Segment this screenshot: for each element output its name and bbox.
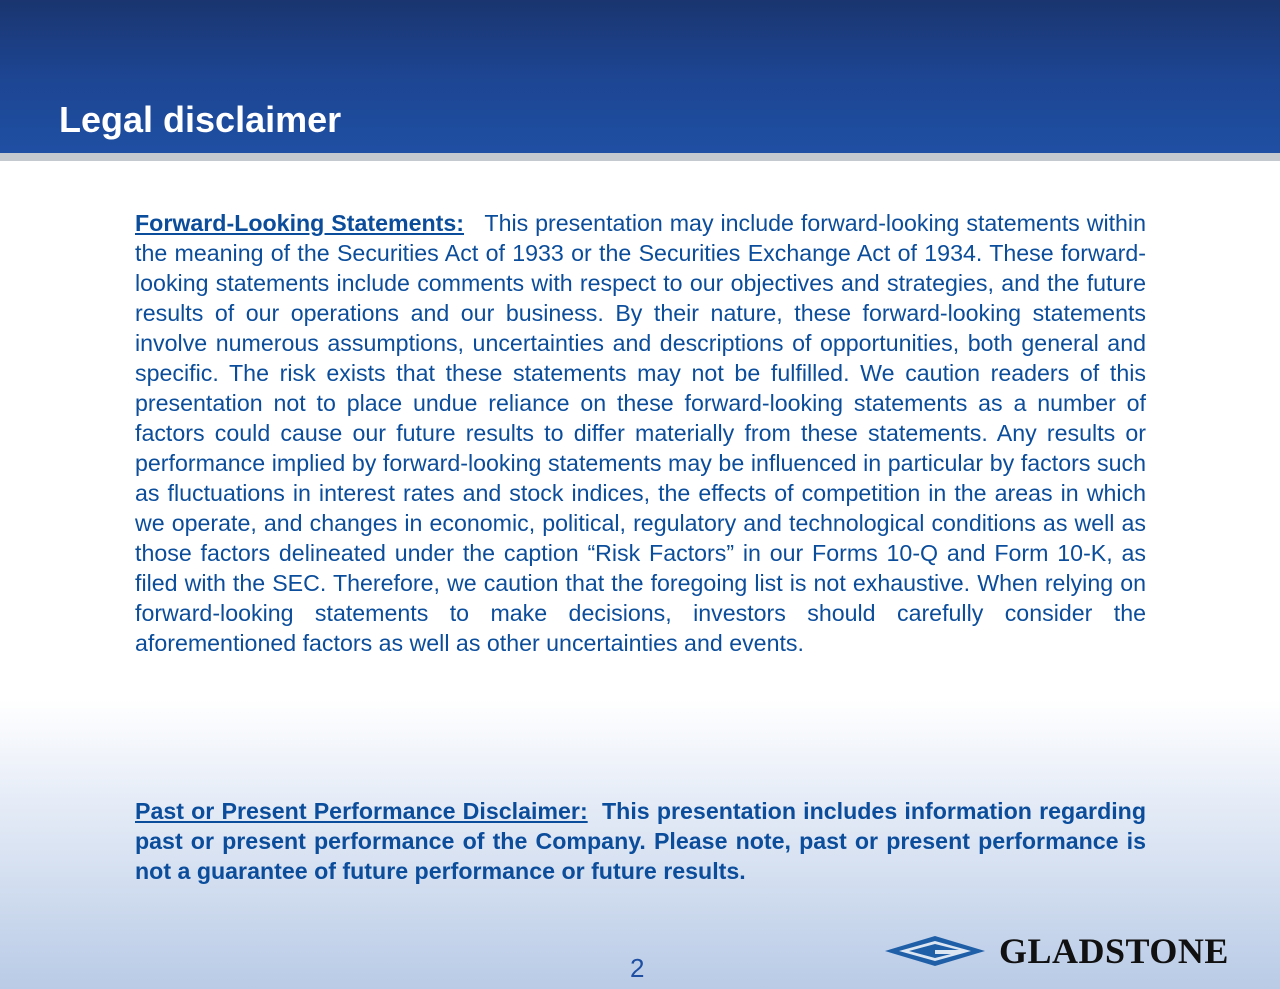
page-title: Legal disclaimer — [59, 99, 342, 140]
past-performance-body: This presentation includes information regarding past or present performance of the Company. Please note, past or present performance is not a guarantee of future performance or future results. — [135, 798, 1147, 884]
past-performance-paragraph — [135, 796, 1146, 886]
past-performance-heading: Past or Present Performance Disclaimer: — [135, 798, 588, 824]
forward-looking-paragraph — [135, 208, 1146, 658]
header-divider — [0, 153, 1280, 161]
gladstone-logo — [885, 930, 1229, 972]
gladstone-diamond-icon — [885, 934, 985, 968]
forward-looking-body: This presentation may include forward-looking statements within the meaning of the Securities Act of 1933 or the Securities Exchange Act of 1934. These forward-looking statements include comments with respect to our objectives and strategies, and the future results of our operations and our business. By their nature, these forward-looking statements involve numerous assumptions, uncertainties and descriptions of opportunities, both general and specific. The risk exists that these statements may not be fulfilled. We caution readers of this presentation not to place undue reliance on these forward-looking statements as a number of factors could cause our future results to differ materially from these statements. Any results or performance implied by forward-looking statements may be influenced in particular by factors such as fluctuations in interest rates and stock indices, the effects of competition in the areas in which we operate, and changes in economic, political, regulatory and technological conditions as well as those factors delineated under the caption “Risk Factors” in our Forms 10-Q and Form 10-K, as filed with the SEC. Therefore, we caution that the foregoing list is not exhaustive. When relying on forward-looking statements to make decisions, investors should carefully consider the aforementioned factors as well as other uncertainties and events. — [135, 210, 1146, 656]
header-bar — [0, 0, 1280, 153]
page-number: 2 — [630, 953, 645, 983]
logo-text: GLADSTONE — [999, 931, 1229, 971]
forward-looking-heading: Forward-Looking Statements: — [135, 210, 465, 236]
